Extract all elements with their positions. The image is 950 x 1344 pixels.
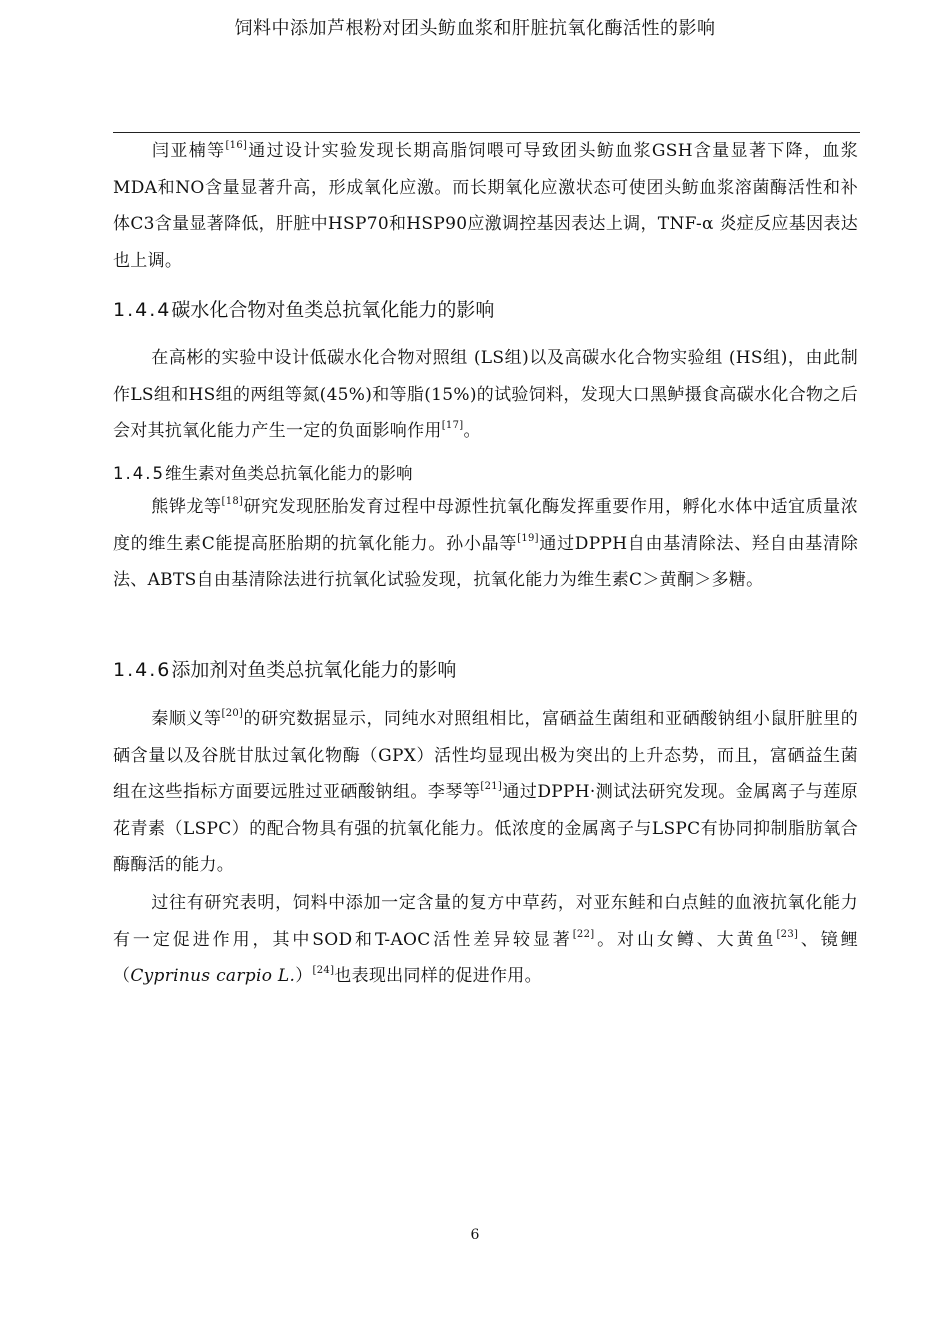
citation-reference: [19] (517, 532, 539, 544)
text-run: 通过DPPH自由基清除法、羟自由基清除法、ABTS自由基清除法进行抗氧化试验发现，抗氧化能力为维生素C＞黄酮＞多糖。 (113, 533, 859, 590)
text-run: 秦顺义等 (151, 709, 222, 729)
text-run: 过往有研究表明，饲料中添加一定含量的复方中草药，对亚东鲑和白点鲑的血液抗氧化能力有一定促进作用，其中SOD和T-AOC活性差异较显著 (113, 893, 858, 950)
citation-reference: [18] (221, 496, 244, 507)
text-run: 在高彬的实验中设计低碳水化合物对照组 (LS组)以及高碳水化合物实验组 (HS组)，由此制作LS组和HS组的两组等氮(45%)和等脂(15%)的试验饲料，发现大口黑鲈摄食高碳水化合物之后会对其抗氧化能力产生一定的负面影响作用 (113, 348, 858, 441)
paragraph-additive-selenium (113, 701, 858, 884)
text-run: 闫亚楠等 (151, 141, 226, 161)
citation-reference: [21] (480, 781, 503, 792)
text-run: 、镜鲤（ (113, 929, 859, 986)
heading-1-4-6 (113, 655, 456, 682)
citation-reference: [23] (776, 928, 799, 940)
heading-1-4-4 (113, 295, 494, 322)
paragraph-oxidative-stress (113, 133, 858, 279)
citation-reference: [17] (441, 420, 464, 431)
text-run: 通过设计实验发现长期高脂饲喂可导致团头鲂血浆GSH含量显著下降，血浆MDA和NO含量显著升高，形成氧化应激。而长期氧化应激状态可使团头鲂血浆溶菌酶活性和补体C3含量显著降低，肝脏中HSP70和HSP90应激调控基因表达上调，TNF-α 炎症反应基因表达也上调。 (113, 141, 859, 271)
citation-reference: [22] (572, 928, 595, 940)
page-number: 6 (470, 1227, 480, 1243)
text-run: 。对山女鳟、大黄鱼 (594, 929, 777, 950)
text-run: 的研究数据显示，同纯水对照组相比，富硒益生菌组和亚硒酸钠组小鼠肝脏里的硒含量以及谷胱甘肽过氧化物酶（GPX）活性均显现出极为突出的上升态势，而且，富硒益生菌组在这些指标方面要远胜过亚硒酸钠组。李琴等 (113, 709, 859, 802)
text-run: 熊铧龙等 (151, 497, 222, 517)
heading-1-4-5 (113, 460, 412, 484)
text-run: 研究发现胚胎发育过程中母源性抗氧化酶发挥重要作用，孵化水体中适宜质量浓度的维生素C能提高胚胎期的抗氧化能力。孙小晶等 (113, 497, 859, 554)
citation-reference: [20] (221, 708, 244, 719)
text-run: 通过DPPH·测试法研究发现。金属离子与莲原花青素（LSPC）的配合物具有强的抗氧化能力。低浓度的金属离子与LSPC有协同抑制脂肪氧合酶酶活的能力。 (113, 782, 858, 875)
running-header: 饲料中添加芦根粉对团头鲂血浆和肝脏抗氧化酶活性的影响 (234, 18, 716, 39)
paragraph-herbal-additive (113, 885, 858, 995)
heading-text: 维生素对鱼类总抗氧化能力的影响 (164, 464, 413, 483)
species-name: Cyprinus carpio L. (130, 966, 296, 986)
heading-number: 1.4.5 (113, 464, 165, 483)
text-run: 。 (463, 421, 481, 441)
citation-reference: [16] (225, 140, 248, 151)
heading-number: 1.4.4 (113, 299, 172, 321)
text-run: ） (295, 966, 313, 986)
paragraph-vitamin (113, 489, 858, 599)
citation-reference: [24] (312, 965, 335, 976)
heading-text: 添加剂对鱼类总抗氧化能力的影响 (171, 659, 457, 681)
paragraph-carbohydrate (113, 340, 858, 450)
heading-number: 1.4.6 (113, 659, 172, 681)
text-run: 也表现出同样的促进作用。 (334, 966, 542, 986)
heading-text: 碳水化合物对鱼类总抗氧化能力的影响 (171, 299, 495, 321)
